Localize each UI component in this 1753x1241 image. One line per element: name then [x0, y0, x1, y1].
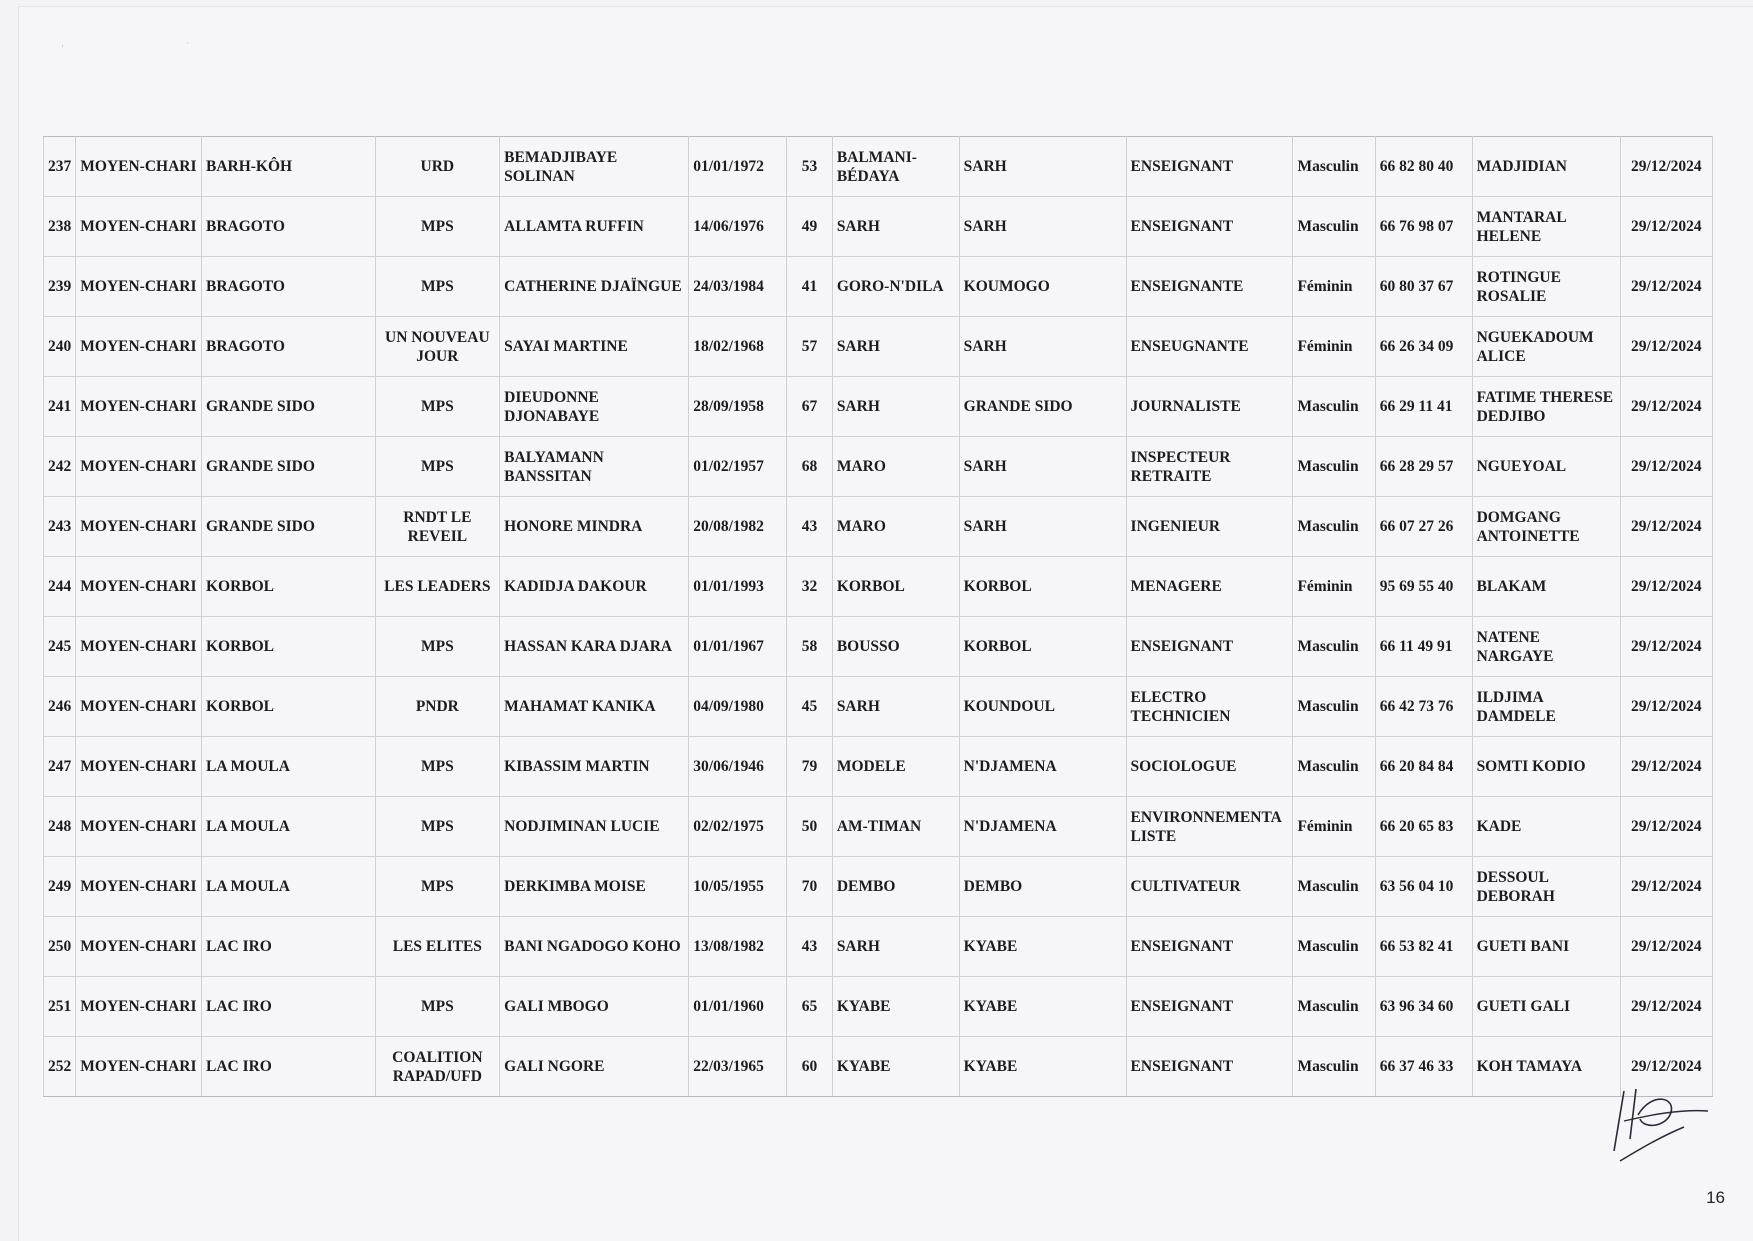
- party-cell: COALITION RAPAD/UFD: [375, 1037, 500, 1097]
- sex-cell: Masculin: [1293, 137, 1375, 197]
- phone-cell: 66 11 49 91: [1375, 617, 1472, 677]
- date-cell: 29/12/2024: [1620, 917, 1712, 977]
- contact-cell: BLAKAM: [1472, 557, 1620, 617]
- party-cell: MPS: [375, 797, 500, 857]
- canton-cell: BRAGOTO: [201, 317, 375, 377]
- birth-date-cell: 20/08/1982: [689, 497, 787, 557]
- party-cell: MPS: [375, 617, 500, 677]
- contact-cell: DOMGANG ANTOINETTE: [1472, 497, 1620, 557]
- name-cell: BALYAMANN BANSSITAN: [500, 437, 689, 497]
- residence-cell: N'DJAMENA: [959, 737, 1126, 797]
- birth-date-cell: 28/09/1958: [689, 377, 787, 437]
- birth-date-cell: 10/05/1955: [689, 857, 787, 917]
- canton-cell: BRAGOTO: [201, 197, 375, 257]
- contact-cell: NGUEYOAL: [1472, 437, 1620, 497]
- date-cell: 29/12/2024: [1620, 977, 1712, 1037]
- age-cell: 50: [787, 797, 833, 857]
- party-cell: MPS: [375, 977, 500, 1037]
- sex-cell: Féminin: [1293, 317, 1375, 377]
- name-cell: HONORE MINDRA: [500, 497, 689, 557]
- phone-cell: 66 29 11 41: [1375, 377, 1472, 437]
- table-row: [44, 497, 1713, 557]
- birth-date-cell: 01/01/1960: [689, 977, 787, 1037]
- canton-cell: LAC IRO: [201, 1037, 375, 1097]
- canton-cell: KORBOL: [201, 617, 375, 677]
- phone-cell: 63 96 34 60: [1375, 977, 1472, 1037]
- region-cell: MOYEN-CHARI: [76, 137, 202, 197]
- table-row: [44, 557, 1713, 617]
- row-number: 252: [44, 1037, 76, 1097]
- phone-cell: 66 26 34 09: [1375, 317, 1472, 377]
- name-cell: KADIDJA DAKOUR: [500, 557, 689, 617]
- date-cell: 29/12/2024: [1620, 557, 1712, 617]
- row-number: 249: [44, 857, 76, 917]
- residence-cell: KORBOL: [959, 617, 1126, 677]
- candidate-table: [43, 136, 1713, 1097]
- phone-cell: 66 28 29 57: [1375, 437, 1472, 497]
- party-cell: UN NOUVEAU JOUR: [375, 317, 500, 377]
- profession-cell: ENVIRONNEMENTA LISTE: [1126, 797, 1293, 857]
- party-cell: MPS: [375, 257, 500, 317]
- age-cell: 43: [787, 497, 833, 557]
- contact-cell: DESSOUL DEBORAH: [1472, 857, 1620, 917]
- canton-cell: GRANDE SIDO: [201, 437, 375, 497]
- contact-cell: NATENE NARGAYE: [1472, 617, 1620, 677]
- profession-cell: ENSEIGNANT: [1126, 197, 1293, 257]
- phone-cell: 66 07 27 26: [1375, 497, 1472, 557]
- date-cell: 29/12/2024: [1620, 1037, 1712, 1097]
- sex-cell: Masculin: [1293, 1037, 1375, 1097]
- row-number: 242: [44, 437, 76, 497]
- sex-cell: Féminin: [1293, 557, 1375, 617]
- name-cell: SAYAI MARTINE: [500, 317, 689, 377]
- party-cell: PNDR: [375, 677, 500, 737]
- age-cell: 57: [787, 317, 833, 377]
- party-cell: MPS: [375, 437, 500, 497]
- birth-date-cell: 30/06/1946: [689, 737, 787, 797]
- birthplace-cell: SARH: [832, 317, 959, 377]
- sex-cell: Masculin: [1293, 917, 1375, 977]
- name-cell: DIEUDONNE DJONABAYE: [500, 377, 689, 437]
- profession-cell: JOURNALISTE: [1126, 377, 1293, 437]
- name-cell: BEMADJIBAYE SOLINAN: [500, 137, 689, 197]
- canton-cell: BRAGOTO: [201, 257, 375, 317]
- date-cell: 29/12/2024: [1620, 497, 1712, 557]
- date-cell: 29/12/2024: [1620, 197, 1712, 257]
- name-cell: HASSAN KARA DJARA: [500, 617, 689, 677]
- canton-cell: BARH-KÔH: [201, 137, 375, 197]
- date-cell: 29/12/2024: [1620, 257, 1712, 317]
- residence-cell: GRANDE SIDO: [959, 377, 1126, 437]
- phone-cell: 66 76 98 07: [1375, 197, 1472, 257]
- sex-cell: Masculin: [1293, 197, 1375, 257]
- birthplace-cell: SARH: [832, 917, 959, 977]
- name-cell: KIBASSIM MARTIN: [500, 737, 689, 797]
- contact-cell: GUETI GALI: [1472, 977, 1620, 1037]
- profession-cell: ENSEIGNANT: [1126, 1037, 1293, 1097]
- residence-cell: KYABE: [959, 977, 1126, 1037]
- birthplace-cell: BALMANI-BÉDAYA: [832, 137, 959, 197]
- row-number: 239: [44, 257, 76, 317]
- residence-cell: KORBOL: [959, 557, 1126, 617]
- birth-date-cell: 01/01/1972: [689, 137, 787, 197]
- table-row: [44, 377, 1713, 437]
- birthplace-cell: KYABE: [832, 1037, 959, 1097]
- date-cell: 29/12/2024: [1620, 857, 1712, 917]
- name-cell: ALLAMTA RUFFIN: [500, 197, 689, 257]
- sex-cell: Masculin: [1293, 377, 1375, 437]
- birthplace-cell: SARH: [832, 197, 959, 257]
- region-cell: MOYEN-CHARI: [76, 557, 202, 617]
- contact-cell: MADJIDIAN: [1472, 137, 1620, 197]
- party-cell: RNDT LE REVEIL: [375, 497, 500, 557]
- row-number: 240: [44, 317, 76, 377]
- birthplace-cell: DEMBO: [832, 857, 959, 917]
- party-cell: URD: [375, 137, 500, 197]
- residence-cell: KYABE: [959, 917, 1126, 977]
- residence-cell: SARH: [959, 497, 1126, 557]
- party-cell: LES LEADERS: [375, 557, 500, 617]
- signature: [1600, 1075, 1710, 1165]
- residence-cell: SARH: [959, 137, 1126, 197]
- profession-cell: ENSEUGNANTE: [1126, 317, 1293, 377]
- region-cell: MOYEN-CHARI: [76, 677, 202, 737]
- region-cell: MOYEN-CHARI: [76, 917, 202, 977]
- table-row: [44, 257, 1713, 317]
- date-cell: 29/12/2024: [1620, 797, 1712, 857]
- region-cell: MOYEN-CHARI: [76, 1037, 202, 1097]
- residence-cell: N'DJAMENA: [959, 797, 1126, 857]
- party-cell: MPS: [375, 857, 500, 917]
- canton-cell: LA MOULA: [201, 737, 375, 797]
- region-cell: MOYEN-CHARI: [76, 977, 202, 1037]
- birthplace-cell: MARO: [832, 437, 959, 497]
- table-row: [44, 677, 1713, 737]
- canton-cell: LAC IRO: [201, 917, 375, 977]
- age-cell: 53: [787, 137, 833, 197]
- contact-cell: ILDJIMA DAMDELE: [1472, 677, 1620, 737]
- row-number: 245: [44, 617, 76, 677]
- profession-cell: INSPECTEUR RETRAITE: [1126, 437, 1293, 497]
- profession-cell: CULTIVATEUR: [1126, 857, 1293, 917]
- profession-cell: ENSEIGNANT: [1126, 617, 1293, 677]
- table-row: [44, 917, 1713, 977]
- table-row: [44, 137, 1713, 197]
- birthplace-cell: KYABE: [832, 977, 959, 1037]
- date-cell: 29/12/2024: [1620, 137, 1712, 197]
- phone-cell: 66 53 82 41: [1375, 917, 1472, 977]
- birth-date-cell: 01/02/1957: [689, 437, 787, 497]
- birth-date-cell: 13/08/1982: [689, 917, 787, 977]
- birthplace-cell: MODELE: [832, 737, 959, 797]
- table-row: [44, 437, 1713, 497]
- row-number: 246: [44, 677, 76, 737]
- birth-date-cell: 18/02/1968: [689, 317, 787, 377]
- birth-date-cell: 24/03/1984: [689, 257, 787, 317]
- sex-cell: Masculin: [1293, 977, 1375, 1037]
- name-cell: CATHERINE DJAÏNGUE: [500, 257, 689, 317]
- row-number: 237: [44, 137, 76, 197]
- age-cell: 58: [787, 617, 833, 677]
- phone-cell: 66 37 46 33: [1375, 1037, 1472, 1097]
- birthplace-cell: GORO-N'DILA: [832, 257, 959, 317]
- phone-cell: 63 56 04 10: [1375, 857, 1472, 917]
- age-cell: 79: [787, 737, 833, 797]
- residence-cell: KOUMOGO: [959, 257, 1126, 317]
- contact-cell: GUETI BANI: [1472, 917, 1620, 977]
- row-number: 238: [44, 197, 76, 257]
- region-cell: MOYEN-CHARI: [76, 737, 202, 797]
- profession-cell: ENSEIGNANT: [1126, 977, 1293, 1037]
- birth-date-cell: 04/09/1980: [689, 677, 787, 737]
- scan-specks: · ˙: [61, 41, 250, 51]
- date-cell: 29/12/2024: [1620, 377, 1712, 437]
- contact-cell: NGUEKADOUM ALICE: [1472, 317, 1620, 377]
- canton-cell: GRANDE SIDO: [201, 377, 375, 437]
- table-row: [44, 317, 1713, 377]
- sex-cell: Masculin: [1293, 677, 1375, 737]
- profession-cell: ELECTRO TECHNICIEN: [1126, 677, 1293, 737]
- region-cell: MOYEN-CHARI: [76, 377, 202, 437]
- age-cell: 45: [787, 677, 833, 737]
- name-cell: GALI NGORE: [500, 1037, 689, 1097]
- birth-date-cell: 22/03/1965: [689, 1037, 787, 1097]
- phone-cell: 66 20 84 84: [1375, 737, 1472, 797]
- sex-cell: Masculin: [1293, 617, 1375, 677]
- canton-cell: LA MOULA: [201, 797, 375, 857]
- party-cell: MPS: [375, 197, 500, 257]
- table-row: [44, 797, 1713, 857]
- age-cell: 49: [787, 197, 833, 257]
- date-cell: 29/12/2024: [1620, 437, 1712, 497]
- table-row: [44, 977, 1713, 1037]
- name-cell: MAHAMAT KANIKA: [500, 677, 689, 737]
- birth-date-cell: 14/06/1976: [689, 197, 787, 257]
- table-row: [44, 617, 1713, 677]
- region-cell: MOYEN-CHARI: [76, 257, 202, 317]
- birthplace-cell: KORBOL: [832, 557, 959, 617]
- row-number: 243: [44, 497, 76, 557]
- profession-cell: INGENIEUR: [1126, 497, 1293, 557]
- sex-cell: Masculin: [1293, 737, 1375, 797]
- canton-cell: LA MOULA: [201, 857, 375, 917]
- region-cell: MOYEN-CHARI: [76, 317, 202, 377]
- age-cell: 60: [787, 1037, 833, 1097]
- region-cell: MOYEN-CHARI: [76, 857, 202, 917]
- row-number: 251: [44, 977, 76, 1037]
- age-cell: 65: [787, 977, 833, 1037]
- name-cell: DERKIMBA MOISE: [500, 857, 689, 917]
- page-number: 16: [1706, 1188, 1725, 1207]
- canton-cell: GRANDE SIDO: [201, 497, 375, 557]
- birth-date-cell: 02/02/1975: [689, 797, 787, 857]
- age-cell: 32: [787, 557, 833, 617]
- party-cell: LES ELITES: [375, 917, 500, 977]
- residence-cell: KYABE: [959, 1037, 1126, 1097]
- table-row: [44, 1037, 1713, 1097]
- table-row: [44, 857, 1713, 917]
- name-cell: BANI NGADOGO KOHO: [500, 917, 689, 977]
- party-cell: MPS: [375, 737, 500, 797]
- phone-cell: 66 82 80 40: [1375, 137, 1472, 197]
- region-cell: MOYEN-CHARI: [76, 197, 202, 257]
- date-cell: 29/12/2024: [1620, 677, 1712, 737]
- birthplace-cell: AM-TIMAN: [832, 797, 959, 857]
- sex-cell: Masculin: [1293, 497, 1375, 557]
- residence-cell: DEMBO: [959, 857, 1126, 917]
- residence-cell: KOUNDOUL: [959, 677, 1126, 737]
- table-row: [44, 737, 1713, 797]
- sex-cell: Masculin: [1293, 437, 1375, 497]
- profession-cell: SOCIOLOGUE: [1126, 737, 1293, 797]
- sex-cell: Masculin: [1293, 857, 1375, 917]
- canton-cell: KORBOL: [201, 677, 375, 737]
- age-cell: 43: [787, 917, 833, 977]
- row-number: 248: [44, 797, 76, 857]
- age-cell: 67: [787, 377, 833, 437]
- canton-cell: KORBOL: [201, 557, 375, 617]
- birthplace-cell: SARH: [832, 377, 959, 437]
- contact-cell: MANTARAL HELENE: [1472, 197, 1620, 257]
- row-number: 247: [44, 737, 76, 797]
- residence-cell: SARH: [959, 317, 1126, 377]
- region-cell: MOYEN-CHARI: [76, 437, 202, 497]
- row-number: 250: [44, 917, 76, 977]
- birthplace-cell: SARH: [832, 677, 959, 737]
- phone-cell: 60 80 37 67: [1375, 257, 1472, 317]
- birthplace-cell: MARO: [832, 497, 959, 557]
- contact-cell: KADE: [1472, 797, 1620, 857]
- phone-cell: 95 69 55 40: [1375, 557, 1472, 617]
- age-cell: 41: [787, 257, 833, 317]
- age-cell: 70: [787, 857, 833, 917]
- contact-cell: SOMTI KODIO: [1472, 737, 1620, 797]
- contact-cell: ROTINGUE ROSALIE: [1472, 257, 1620, 317]
- date-cell: 29/12/2024: [1620, 737, 1712, 797]
- region-cell: MOYEN-CHARI: [76, 797, 202, 857]
- profession-cell: ENSEIGNANT: [1126, 137, 1293, 197]
- contact-cell: FATIME THERESE DEDJIBO: [1472, 377, 1620, 437]
- birth-date-cell: 01/01/1967: [689, 617, 787, 677]
- phone-cell: 66 20 65 83: [1375, 797, 1472, 857]
- region-cell: MOYEN-CHARI: [76, 497, 202, 557]
- profession-cell: ENSEIGNANT: [1126, 917, 1293, 977]
- name-cell: GALI MBOGO: [500, 977, 689, 1037]
- name-cell: NODJIMINAN LUCIE: [500, 797, 689, 857]
- phone-cell: 66 42 73 76: [1375, 677, 1472, 737]
- sex-cell: Féminin: [1293, 257, 1375, 317]
- profession-cell: ENSEIGNANTE: [1126, 257, 1293, 317]
- birthplace-cell: BOUSSO: [832, 617, 959, 677]
- region-cell: MOYEN-CHARI: [76, 617, 202, 677]
- birth-date-cell: 01/01/1993: [689, 557, 787, 617]
- row-number: 241: [44, 377, 76, 437]
- profession-cell: MENAGERE: [1126, 557, 1293, 617]
- date-cell: 29/12/2024: [1620, 617, 1712, 677]
- date-cell: 29/12/2024: [1620, 317, 1712, 377]
- party-cell: MPS: [375, 377, 500, 437]
- row-number: 244: [44, 557, 76, 617]
- contact-cell: KOH TAMAYA: [1472, 1037, 1620, 1097]
- age-cell: 68: [787, 437, 833, 497]
- residence-cell: SARH: [959, 437, 1126, 497]
- canton-cell: LAC IRO: [201, 977, 375, 1037]
- sex-cell: Féminin: [1293, 797, 1375, 857]
- residence-cell: SARH: [959, 197, 1126, 257]
- table-row: [44, 197, 1713, 257]
